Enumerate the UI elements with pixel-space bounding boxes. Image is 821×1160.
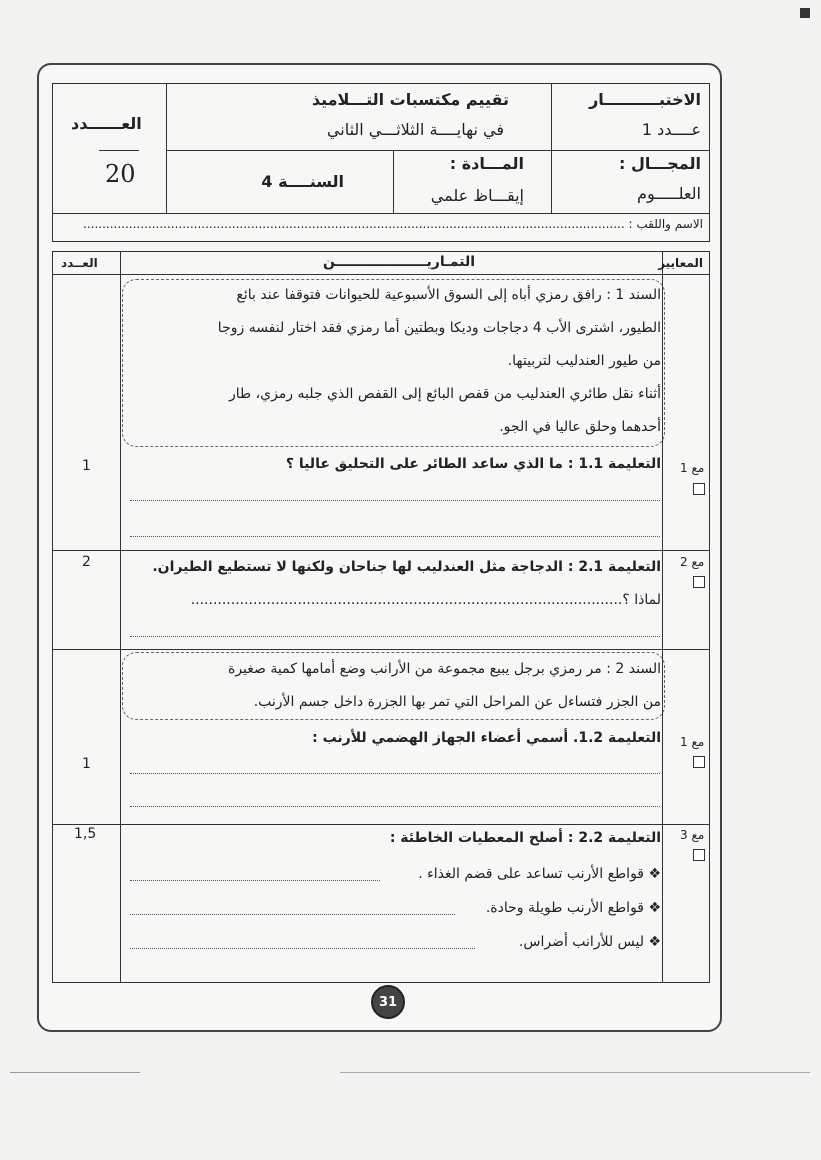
exam-number: عــــدد 1 [641, 120, 701, 139]
answer-line[interactable] [130, 914, 455, 915]
student-name-field[interactable]: الاسم واللقب : .............................................................................................................................................. [83, 217, 703, 231]
instruction-2-2: التعليمة 2.2 : أصلح المعطيات الخاطئة : [389, 830, 661, 846]
evaluation-subtitle: في نهايــــة الثلاثـــي الثاني [326, 120, 504, 139]
document-1-line-3: من طيور العندليب لتربيتها. [507, 353, 661, 369]
subject-label: المـــادة : [449, 154, 524, 173]
exam-header [52, 83, 710, 242]
answer-line[interactable] [130, 880, 380, 881]
instruction-2-1: التعليمة 2.1 : الدجاجة مثل العندليب لها جناحان ولكنها لا تستطيع الطيران. [152, 559, 661, 575]
instruction-1-1: التعليمة 1.1 : ما الذي ساعد الطائر على التحليق عاليا ؟ [285, 456, 661, 472]
field-label: المجـــال : [618, 154, 701, 173]
page-number-badge: 31 [371, 985, 405, 1019]
school-year: السنــــة 4 [261, 172, 344, 191]
score-fraction-line [99, 150, 139, 151]
scan-artifact-line [10, 1072, 140, 1073]
instruction-2-1-why: لماذا ؟................................................................................................. [190, 592, 661, 608]
criterion-label: مع 3 [680, 828, 705, 842]
answer-line[interactable] [130, 773, 660, 774]
criterion-label: مع 1 [680, 461, 705, 475]
score-label: العــــــدد [71, 114, 142, 133]
statement-2: ❖ قواطع الأرنب طويلة وحادة. [485, 900, 661, 916]
document-1-line-4: أثناء نقل طائري العندليب من قفص البائع إلى القفص الذي جلبه رمزي، طار [228, 386, 661, 402]
answer-line[interactable] [130, 536, 660, 537]
evaluation-title: تقييم مكتسبات التـــلاميذ [311, 90, 509, 109]
score-total: 20 [105, 160, 136, 188]
exam-title: الاختبــــــــــار [589, 90, 701, 109]
exercise-score: 1 [82, 756, 91, 772]
document-1-line-5: أحدهما وحلق عاليا في الجو. [499, 419, 661, 435]
criterion-label: مع 1 [680, 735, 705, 749]
criterion-checkbox[interactable] [693, 849, 705, 861]
answer-line[interactable] [130, 948, 475, 949]
subject-value: إيقـــاظ علمي [430, 186, 524, 205]
criterion-label: مع 2 [680, 555, 705, 569]
statement-3: ❖ ليس للأرانب أضراس. [518, 934, 661, 950]
statement-1: ❖ قواطع الأرنب تساعد على قضم الغذاء . [418, 866, 661, 882]
exercise-score: 1,5 [74, 826, 97, 842]
document-2-line-2: من الجزر فتساءل عن المراحل التي تمر بها الجزرة داخل جسم الأرنب. [253, 694, 661, 710]
scan-corner-mark [800, 8, 810, 18]
answer-line[interactable] [130, 500, 660, 501]
criterion-checkbox[interactable] [693, 576, 705, 588]
criterion-checkbox[interactable] [693, 756, 705, 768]
answer-line[interactable] [130, 636, 660, 637]
exercise-score: 2 [82, 554, 91, 570]
criterion-checkbox[interactable] [693, 483, 705, 495]
document-2-line-1: السند 2 : مر رمزي برجل يبيع مجموعة من الأرانب وضع أمامها كمية صغيرة [228, 661, 661, 677]
instruction-1-2: التعليمة 1.2. أسمي أعضاء الجهاز الهضمي للأرنب : [312, 730, 661, 746]
scan-artifact-line [340, 1072, 810, 1073]
column-header-exercises: التمـاريـــــــــــــــــــن [323, 254, 476, 270]
answer-line[interactable] [130, 806, 660, 807]
column-header-criteria: المعايير [658, 256, 703, 270]
document-1-line-2: الطيور، اشترى الأب 4 دجاجات وديكا وبطتين أما رمزي فقد اختار لنفسه زوجا [217, 320, 661, 336]
document-1-line-1: السند 1 : رافق رمزي أباه إلى السوق الأسبوعية للحيوانات فتوقفا عند بائع [236, 287, 661, 303]
exercise-score: 1 [82, 458, 91, 474]
field-value: العلـــــوم [637, 184, 701, 203]
column-header-score: العــدد [61, 256, 98, 270]
